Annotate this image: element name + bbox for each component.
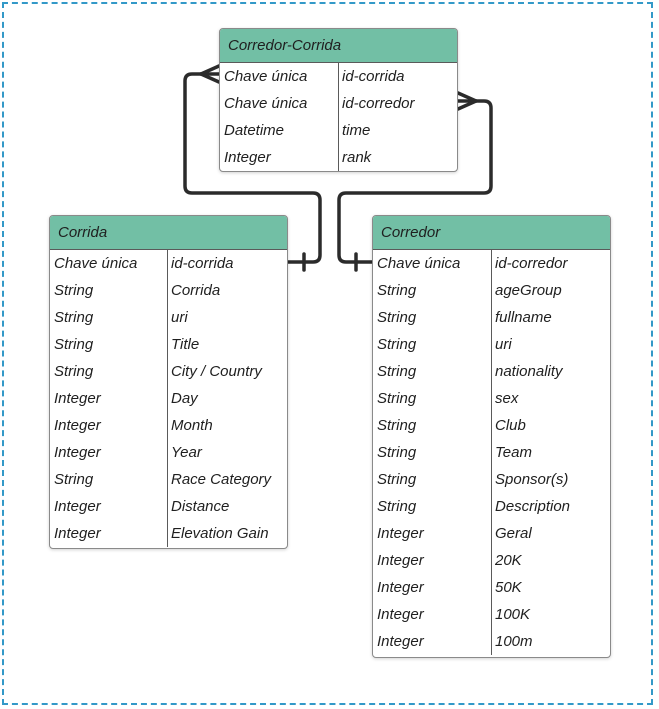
field-name: rank [342, 149, 372, 166]
table-row [220, 63, 457, 90]
field-name: Description [495, 498, 571, 515]
field-type: Integer [54, 444, 101, 461]
table-row [373, 385, 610, 412]
field-type: Chave única [377, 255, 461, 272]
table-row [50, 331, 287, 358]
entity-fields [373, 250, 610, 655]
field-type: String [54, 282, 94, 299]
field-type: String [377, 471, 417, 488]
table-row [50, 385, 287, 412]
field-name: Title [171, 336, 200, 353]
table-row [373, 628, 610, 655]
table-row [373, 250, 610, 277]
field-type: String [54, 309, 94, 326]
entity-fields [50, 250, 287, 547]
table-row [50, 277, 287, 304]
field-type: Datetime [224, 122, 285, 139]
field-name: fullname [495, 309, 552, 326]
entity-corredor-corrida[interactable] [219, 28, 458, 172]
table-row [373, 304, 610, 331]
table-row [50, 520, 287, 547]
field-type: Chave única [54, 255, 138, 272]
table-row [50, 358, 287, 385]
table-row [220, 117, 457, 144]
field-name: Distance [171, 498, 230, 515]
field-name: id-corrida [171, 255, 234, 272]
field-type: String [377, 417, 417, 434]
table-row [373, 520, 610, 547]
table-row [220, 90, 457, 117]
field-name: 100m [495, 633, 533, 650]
field-name: 20K [495, 552, 522, 569]
table-row [373, 412, 610, 439]
field-type: String [54, 471, 94, 488]
field-name: id-corrida [342, 68, 405, 85]
table-row [220, 144, 457, 171]
field-type: String [377, 309, 417, 326]
field-type: Integer [54, 417, 101, 434]
field-type: Integer [54, 525, 101, 542]
field-name: Race Category [171, 471, 272, 488]
table-row [50, 412, 287, 439]
entity-title: Corredor [373, 216, 610, 250]
table-row [373, 439, 610, 466]
table-row [373, 493, 610, 520]
field-name: 50K [495, 579, 522, 596]
table-row [373, 601, 610, 628]
table-row [50, 250, 287, 277]
table-row [50, 304, 287, 331]
field-name: uri [495, 336, 512, 353]
table-row [373, 358, 610, 385]
field-type: Integer [377, 525, 424, 542]
field-type: Chave única [224, 95, 308, 112]
field-name: Corrida [171, 282, 221, 299]
field-name: Team [495, 444, 532, 461]
field-type: String [377, 390, 417, 407]
field-name: Elevation Gain [171, 525, 269, 542]
field-name: Year [171, 444, 202, 461]
table-row [50, 493, 287, 520]
field-name: ageGroup [495, 282, 562, 299]
field-type: Integer [377, 552, 424, 569]
field-type: Integer [224, 149, 271, 166]
field-name: nationality [495, 363, 563, 380]
entity-corrida[interactable] [49, 215, 288, 549]
entity-corredor[interactable] [372, 215, 611, 658]
table-row [373, 547, 610, 574]
field-type: Integer [377, 606, 424, 623]
field-type: String [377, 498, 417, 515]
entity-title: Corredor-Corrida [220, 29, 457, 63]
field-name: sex [495, 390, 519, 407]
field-name: 100K [495, 606, 531, 623]
field-name: id-corredor [495, 255, 568, 272]
field-name: uri [171, 309, 188, 326]
field-type: String [377, 336, 417, 353]
field-type: String [377, 363, 417, 380]
field-type: String [54, 336, 94, 353]
field-type: String [377, 282, 417, 299]
entity-title: Corrida [50, 216, 287, 250]
entity-fields [220, 63, 457, 171]
field-type: String [377, 444, 417, 461]
field-type: Chave única [224, 68, 308, 85]
field-name: Month [171, 417, 213, 434]
field-name: Sponsor(s) [495, 471, 569, 488]
field-type: Integer [377, 633, 424, 650]
table-row [373, 466, 610, 493]
field-name: Club [495, 417, 526, 434]
table-row [373, 331, 610, 358]
field-name: Geral [495, 525, 532, 542]
field-name: City / Country [171, 363, 262, 380]
field-name: Day [171, 390, 198, 407]
field-type: String [54, 363, 94, 380]
field-name: id-corredor [342, 95, 415, 112]
field-type: Integer [377, 579, 424, 596]
field-type: Integer [54, 390, 101, 407]
table-row [373, 574, 610, 601]
table-row [373, 277, 610, 304]
table-row [50, 466, 287, 493]
table-row [50, 439, 287, 466]
field-type: Integer [54, 498, 101, 515]
field-name: time [342, 122, 371, 139]
